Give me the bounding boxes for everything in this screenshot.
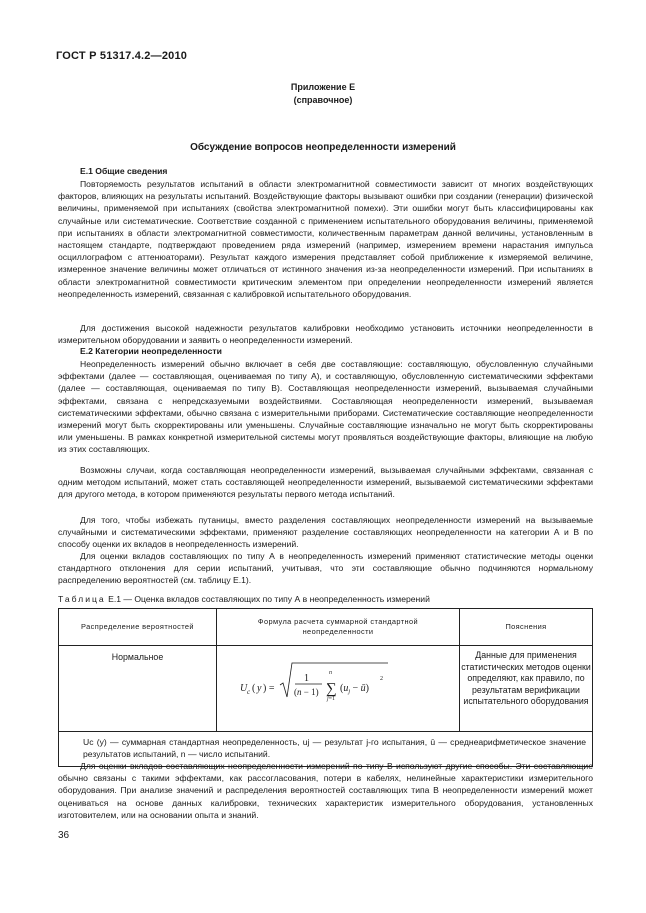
paragraph-e2-2: Возможны случаи, когда составляющая неопределенности измерений, вызываемая случайными эффектами, связанная с одним методом испытаний, может стать составляющей неопределенности измерений, вызываемой систематическими эффектами для другого метода, в котором применяются результаты первого метода испытаний. (58, 465, 593, 500)
svg-text:U: U (240, 683, 248, 694)
page-number: 36 (58, 830, 70, 841)
svg-text:c: c (247, 688, 251, 696)
table-caption-word: Таблица (58, 594, 106, 604)
uncertainty-table (58, 608, 593, 767)
svg-text:j=1: j=1 (327, 696, 336, 702)
document-header: ГОСТ Р 51317.4.2—2010 (56, 50, 188, 62)
svg-text:1: 1 (304, 673, 309, 684)
paragraph-e2-3: Для того, чтобы избежать путаницы, вместо разделения составляющих неопределенности измерений на вызываемые случайными и систематическими эффектами, применяют разделение составляющих неопределенности на категории А и В по способу оценки их вкладов в неопределенность измерений. (58, 515, 593, 550)
formula-cell (217, 646, 460, 732)
table-footnote: Uc (y) — суммарная стандартная неопределенность, uj — результат j-го испытания, ū — среднеарифметическое значение результатов испытаний, n — число испытаний. (59, 732, 593, 767)
col-header-distribution: Распределение вероятностей (59, 609, 217, 646)
svg-text:∑: ∑ (326, 681, 337, 697)
svg-text:2: 2 (380, 676, 383, 682)
distribution-cell: Нормальное (59, 646, 217, 732)
svg-text:(: ( (252, 683, 256, 694)
col-header-formula: Формула расчета суммарной стандартной неопределенности (217, 609, 460, 646)
paragraph-e1-1: Повторяемость результатов испытаний в области электромагнитной совместимости зависит от многих воздействующих факторов, влияющих на результаты испытаний. Воздействующие факторы вызывают ошибки при создании (генерации) физической величины, применяемой при испытаниях (свойства электромагнитной помехи). Эти ошибки могут быть классифицированы как случайные или систематические. Соответствие созданной с применением испытательного оборудования величины, применяемой при испытаниях в области электромагнитной совместимости, количественным параметрам данной величины, установленным в настоящем стандарте, подтверждают проведением ряда измерений (например, измерением времени нарастания импульса осциллографом с аттенюаторами). Результат каждого измерения представляет собой приближение к измеряемой величине, измеренное значение величины может отличаться от истинного значения из-за неопределенности измерений. При испытаниях в области электромагнитной совместимости критическим элементом при определении неопределенности измерений является неопределенность измерений, связанная с калибровкой испытательного оборудования. (58, 179, 593, 299)
paragraph-e2-4: Для оценки вкладов составляющих по типу А в неопределенность измерений применяют статистические методы оценки стандартного отклонения для серии испытаний, учитывая, что эти составляющие обычно подчиняются нормальному распределению вероятностей (см. таблицу Е.1). (58, 551, 593, 586)
combined-uncertainty-formula (218, 647, 458, 725)
section-heading-e1: Е.1 Общие сведения (80, 166, 168, 176)
svg-text:(uj − ū): ($u_j$ − ū) (340, 683, 369, 695)
col-header-explanation: Пояснения (460, 609, 593, 646)
section-heading-e2: Е.2 Категории неопределенности (80, 346, 222, 356)
document-title: Обсуждение вопросов неопределенности измерений (190, 142, 456, 153)
paragraph-type-b: Для оценки вкладов составляющих неопределенности измерений по типу В используют другие способы. Эти составляющие обычно связаны с такими эффектами, как рассогласования, потери в кабелях, нелинейные характеристики измерительного оборудования. При анализе значений и распределения вероятностей составляющих типа В неопределенности измерений может оцениваться на основе данных калибровки, технических характеристик измерительного оборудования, установленных изготовителем, или на основании опыта и знаний. (58, 761, 593, 820)
explanation-cell: Данные для применения статистических методов оценки определяют, как правило, по результатам верификации испытательного оборудования (460, 646, 593, 732)
svg-text:y: y (257, 683, 262, 694)
paragraph-e2-1: Неопределенность измерений обычно включает в себя две составляющие: составляющую, обусловленную случайными эффектами (далее — составляющая, оцениваемая по типу А), и составляющую, обусловленную систематическими эффектами (далее — составляющая, оцениваемая по типу В). Составляющая неопределенности измерений, вызываемая случайными эффектами, связана с непредсказуемыми воздействиями. Составляющая неопределенности измерений, вызываемая систематическими эффектами, обычно связана с измерительными приборами. Систематические составляющие неопределенности измерений могут быть скорректированы или уменьшены. Случайные составляющие изначально не могут быть скорректированы или уменьшены. В рамках конкретной измерительной системы могут проявляться воздействующие факторы, влияющие на любую из этих составляющих. (58, 359, 593, 455)
appendix-kind: (справочное) (293, 95, 353, 105)
paragraph-e1-2: Для достижения высокой надежности результатов калибровки необходимо установить источники неопределенности в измерительном оборудовании и заявить о неопределенности измерений. (58, 323, 593, 346)
appendix-title: Приложение Е (290, 82, 356, 92)
svg-text:n: n (329, 670, 332, 676)
table-caption-text: Е.1 — Оценка вкладов составляющих по типу А в неопределенность измерений (108, 594, 430, 604)
svg-text:) =: ) = (263, 683, 275, 694)
svg-text:(n − 1): (n − 1) (294, 687, 319, 697)
table-caption (58, 594, 430, 604)
